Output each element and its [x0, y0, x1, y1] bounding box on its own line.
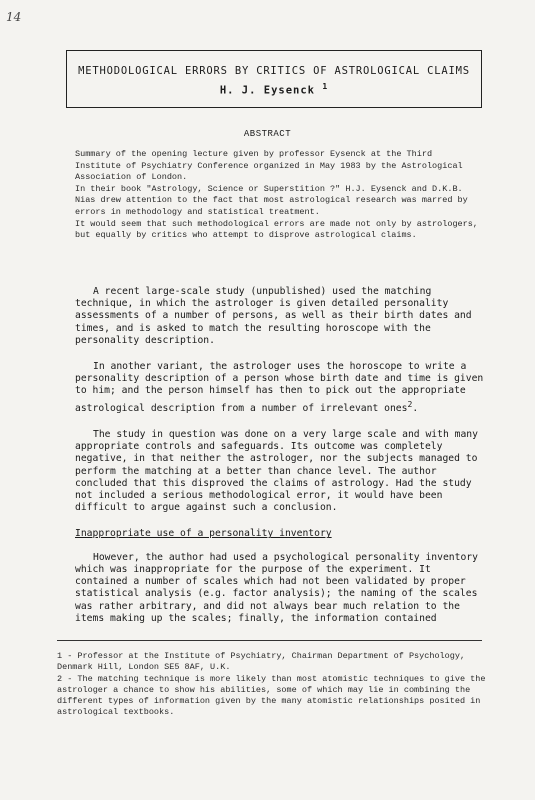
article-body: [75, 286, 485, 625]
body-paragraph: A recent large-scale study (unpublished) used the matching technique, in which the astrologer is given detailed personality assessments of a number of persons, as well as their birth dates and times, and is asked to match the resulting horoscope with the personality description.: [75, 286, 472, 346]
footnote: 1 - Professor at the Institute of Psychiatry, Chairman Department of Psychology, Denmark Hill, London SE5 8AF, U.K.: [57, 651, 466, 673]
body-paragraph: However, the author had used a psychological personality inventory which was inappropriate for the purpose of the experiment. It contained a number of scales which had not been validated by proper statistical analysis (e.g. factor analysis); the naming of the scales was rather arbitrary, and did not always bear much relation to the items making up the scales; finally, the information contained: [75, 551, 478, 624]
article-title: METHODOLOGICAL ERRORS BY CRITICS OF ASTROLOGICAL CLAIMS: [78, 65, 470, 77]
abstract: [75, 149, 483, 242]
footnote-marker: 2: [407, 398, 413, 409]
body-paragraph-end: .: [412, 402, 419, 414]
abstract-paragraph: It would seem that such methodological errors are made not only by astrologers, but equally by critics who attempt to disprove astrological claims.: [75, 218, 478, 241]
author-line: [67, 82, 481, 97]
section-heading: Inappropriate use of a personality inventory: [75, 528, 332, 540]
page-number: 14: [6, 10, 22, 24]
footnote-divider: [57, 640, 482, 641]
author-name: H. J. Eysenck: [219, 84, 316, 97]
author-footnote-marker: 1: [322, 82, 329, 91]
body-paragraph: The study in question was done on a very large scale and with many appropriate controls and safeguards. Its outcome was completely negative, in that neither the astrologer, nor the subjects managed to perform the matching at a better than chance level. The author concluded that this disproved the claims of astrology. Had the study not included a serious methodological error, it would have been difficult to argue against such a conclusion.: [75, 429, 478, 514]
abstract-paragraph: Summary of the opening lecture given by professor Eysenck at the Third Institute of Psychiatry Conference organized in May 1983 by the Astrological Association of London.: [75, 149, 463, 183]
body-paragraph-text: In another variant, the astrologer uses the horoscope to write a personality description of a person whose birth date and time is given to him; and the person himself has then to pick out the appropriate astrological description from a number of irrelevant ones: [75, 361, 484, 414]
footnotes: [57, 651, 487, 719]
footnote: 2 - The matching technique is more likely than most atomistic techniques to give the astrologer a chance to show his abilities, some of which may lie in combining the different types of information given by the many atomistic relationships posited in astrological textbooks.: [57, 673, 486, 718]
body-paragraph: [75, 361, 485, 415]
title-box: [66, 50, 482, 108]
abstract-heading: ABSTRACT: [243, 129, 292, 139]
abstract-paragraph: In their book "Astrology, Science or Superstition ?" H.J. Eysenck and D.K.B. Nias drew attention to the fact that most astrological research was marred by errors in methodology and statistical treatment.: [75, 183, 468, 217]
